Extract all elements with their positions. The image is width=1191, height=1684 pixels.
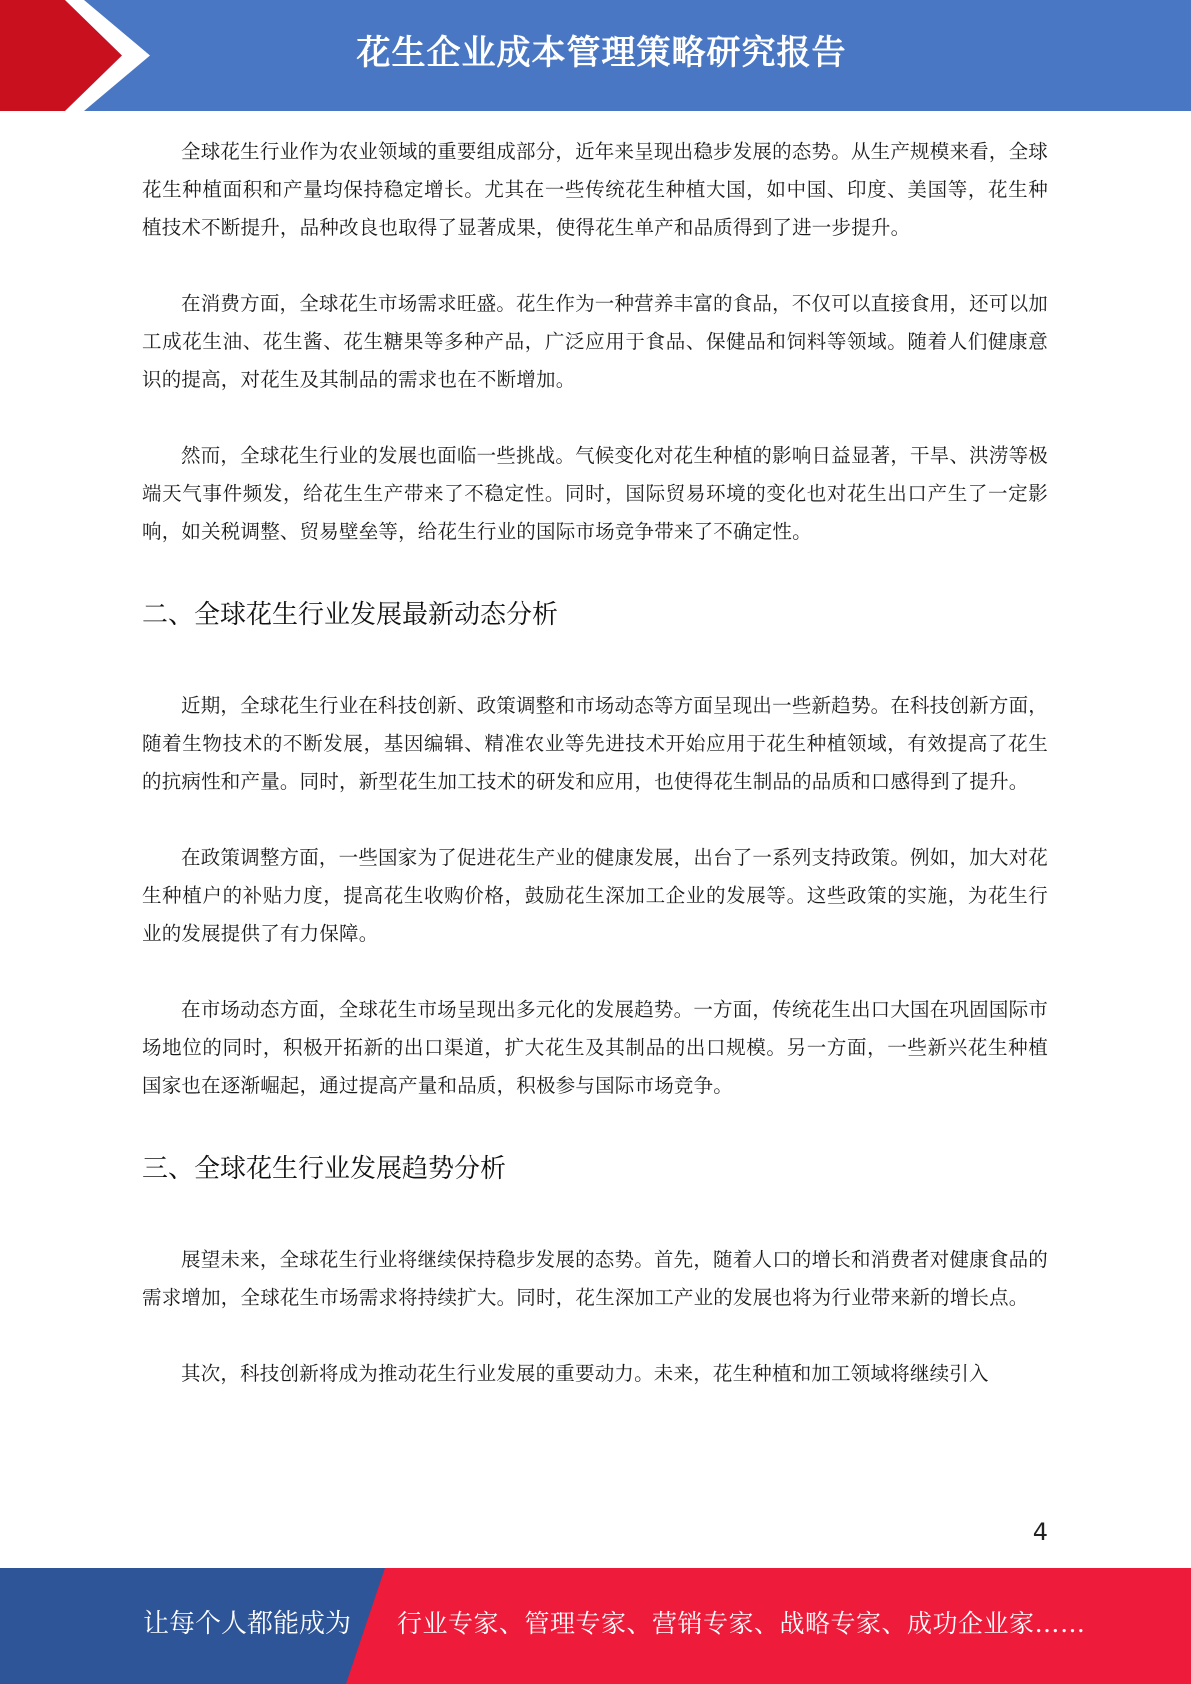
footer-slogan-left: 让每个人都能成为: [143, 1609, 352, 1639]
paragraph-intro-3: 然而，全球花生行业的发展也面临一些挑战。气候变化对花生种植的影响日益显著，干旱、洪涝等极端天气事件频发，给花生生产带来了不稳定性。同时，国际贸易环境的变化也对花生出口产生了一定影响，如关税调整、贸易壁垒等，给花生行业的国际市场竞争带来了不确定性。: [142, 444, 1048, 543]
section-heading-3: 三、全球花生行业发展趋势分析: [142, 1154, 507, 1184]
footer-slogan-right: 行业专家、管理专家、营销专家、战略专家、成功企业家……: [397, 1609, 1086, 1638]
paragraph-intro-1: 全球花生行业作为农业领域的重要组成部分，近年来呈现出稳步发展的态势。从生产规模来看，全球花生种植面积和产量均保持稳定增长。尤其在一些传统花生种植大国，如中国、印度、美国等，花生种植技术不断提升，品种改良也取得了显著成果，使得花生单产和品质得到了进一步提升。: [142, 140, 1048, 239]
paragraph-section3-1: 展望未来，全球花生行业将继续保持稳步发展的态势。首先，随着人口的增长和消费者对健康食品的需求增加，全球花生市场需求将持续扩大。同时，花生深加工产业的发展也将为行业带来新的增长点。: [142, 1248, 1048, 1309]
page-number: 4: [1032, 1518, 1048, 1546]
paragraph-intro-2: 在消费方面，全球花生市场需求旺盛。花生作为一种营养丰富的食品，不仅可以直接食用，还可以加工成花生油、花生酱、花生糖果等多种产品，广泛应用于食品、保健品和饲料等领域。随着人们健康意识的提高，对花生及其制品的需求也在不断增加。: [142, 292, 1048, 391]
page-footer: [0, 1568, 1191, 1684]
document-body: [142, 133, 1048, 1393]
paragraph-section2-1: 近期，全球花生行业在科技创新、政策调整和市场动态等方面呈现出一些新趋势。在科技创新方面，随着生物技术的不断发展，基因编辑、精准农业等先进技术开始应用于花生种植领域，有效提高了花生的抗病性和产量。同时，新型花生加工技术的研发和应用，也使得花生制品的品质和口感得到了提升。: [142, 694, 1048, 793]
paragraph-section3-2: 其次，科技创新将成为推动花生行业发展的重要动力。未来，花生种植和加工领域将继续引入: [181, 1362, 989, 1385]
paragraph-section2-2: 在政策调整方面，一些国家为了促进花生产业的健康发展，出台了一系列支持政策。例如，加大对花生种植户的补贴力度，提高花生收购价格，鼓励花生深加工企业的发展等。这些政策的实施，为花生行业的发展提供了有力保障。: [142, 846, 1048, 945]
report-title: 花生企业成本管理策略研究报告: [356, 33, 847, 73]
page-header: [0, 0, 1191, 111]
section-heading-2: 二、全球花生行业发展最新动态分析: [142, 600, 559, 630]
paragraph-section2-3: 在市场动态方面，全球花生市场呈现出多元化的发展趋势。一方面，传统花生出口大国在巩固国际市场地位的同时，积极开拓新的出口渠道，扩大花生及其制品的出口规模。另一方面，一些新兴花生种植国家也在逐渐崛起，通过提高产量和品质，积极参与国际市场竞争。: [142, 998, 1048, 1097]
